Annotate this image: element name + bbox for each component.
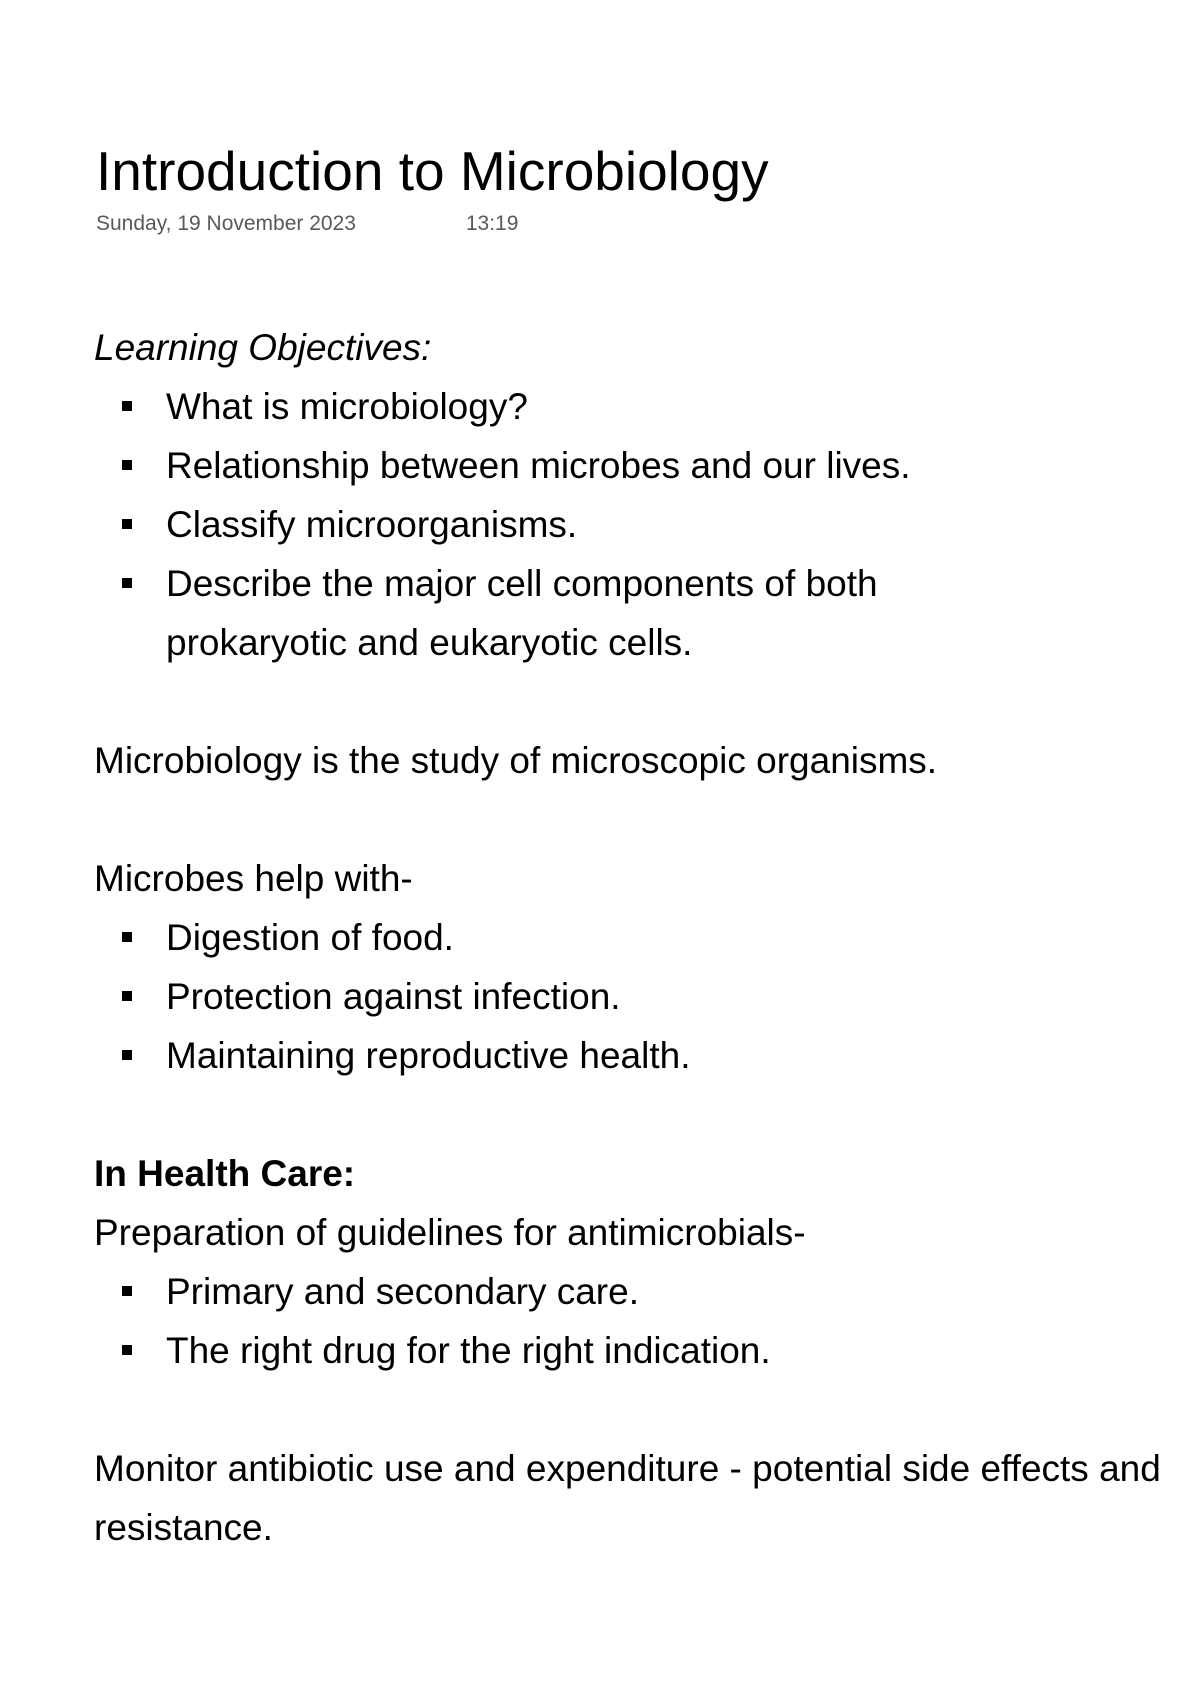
- list-item-text: Protection against infection.: [166, 976, 621, 1017]
- list-item-text: What is microbiology?: [166, 386, 528, 427]
- list-item-text: Relationship between microbes and our lives.: [166, 445, 911, 486]
- page-metadata: [96, 208, 1200, 240]
- microbes-help-list: [94, 908, 1184, 1085]
- list-item-text: Classify microorganisms.: [166, 504, 578, 545]
- list-item: [94, 908, 1184, 967]
- list-item-text: Primary and secondary care.: [166, 1271, 639, 1312]
- spacer: [94, 672, 1184, 731]
- list-item: [94, 436, 1184, 495]
- list-item: [94, 1026, 1184, 1085]
- page-title: Introduction to Microbiology: [96, 140, 769, 202]
- page-time: 13:19: [465, 212, 519, 235]
- note-content: [94, 318, 1184, 1557]
- spacer: [94, 790, 1184, 849]
- list-item: [94, 377, 1184, 436]
- bullet-icon: [122, 460, 132, 470]
- list-item-text: The right drug for the right indication.: [166, 1330, 771, 1371]
- spacer: [94, 1085, 1184, 1144]
- list-item: [94, 495, 1184, 554]
- list-item: [94, 967, 1184, 1026]
- page-date: Sunday, 19 November 2023: [96, 212, 356, 235]
- microbes-help-heading: Microbes help with-: [94, 858, 413, 899]
- bullet-icon: [122, 991, 132, 1001]
- health-care-list: [94, 1262, 1184, 1380]
- bullet-icon: [122, 401, 132, 411]
- bullet-icon: [122, 1345, 132, 1355]
- list-item-text: Digestion of food.: [166, 917, 454, 958]
- health-care-heading: In Health Care:: [94, 1153, 356, 1194]
- spacer: [94, 1380, 1184, 1439]
- bullet-icon: [122, 1050, 132, 1060]
- monitor-text: Monitor antibiotic use and expenditure - potential side effects and resistance.: [94, 1448, 1161, 1548]
- objectives-list: [94, 377, 1184, 672]
- list-item: [94, 1321, 1184, 1380]
- list-item: [94, 1262, 1184, 1321]
- list-item-text: Maintaining reproductive health.: [166, 1035, 691, 1076]
- bullet-icon: [122, 1286, 132, 1296]
- list-item: [94, 554, 1046, 672]
- bullet-icon: [122, 519, 132, 529]
- definition-text: Microbiology is the study of microscopic organisms.: [94, 740, 938, 781]
- health-care-subheading: Preparation of guidelines for antimicrobials-: [94, 1212, 806, 1253]
- bullet-icon: [122, 578, 132, 588]
- bullet-icon: [122, 932, 132, 942]
- objectives-heading: Learning Objectives:: [94, 327, 432, 368]
- list-item-text: Describe the major cell components of both prokaryotic and eukaryotic cells.: [166, 563, 878, 663]
